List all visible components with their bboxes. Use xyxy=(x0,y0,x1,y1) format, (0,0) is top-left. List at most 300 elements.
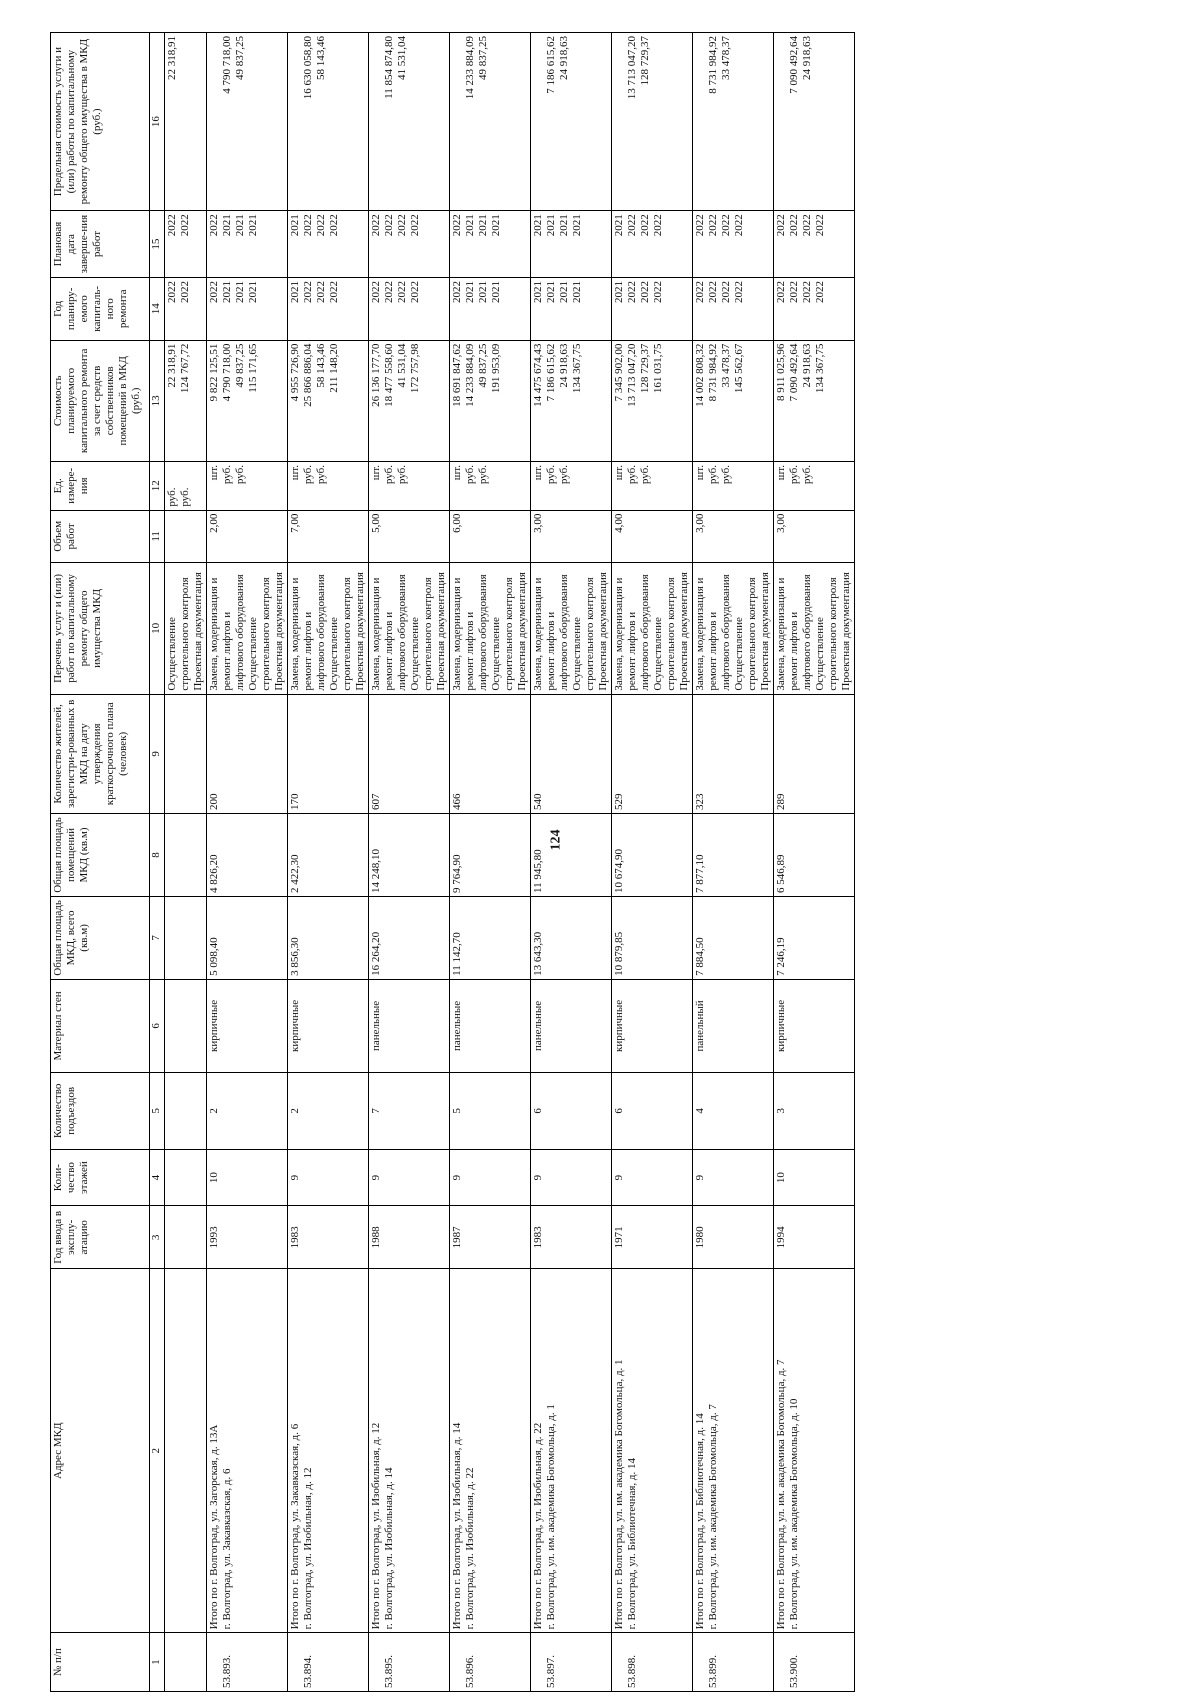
volume: 7,00 xyxy=(289,513,301,533)
cell xyxy=(450,33,531,211)
cell xyxy=(612,462,693,511)
work-item: Замена, модернизация и ремонт лифтов и лифтового оборудования xyxy=(451,574,489,691)
total-cost: 4 955 726,90 xyxy=(289,343,301,402)
end-date: 2021 xyxy=(247,214,259,237)
cell xyxy=(369,1149,450,1206)
built-year: 1971 xyxy=(613,1226,625,1249)
total-cost: 18 691 847,62 xyxy=(451,343,463,407)
column-number: 15 xyxy=(150,211,165,278)
cell xyxy=(369,563,450,695)
cell xyxy=(531,340,612,461)
volume: 3,00 xyxy=(694,513,706,533)
cost: 124 767,72 xyxy=(179,343,191,394)
cell xyxy=(369,1633,450,1692)
end-date: 2022 xyxy=(639,214,651,237)
cell xyxy=(774,1149,855,1206)
column-number: 6 xyxy=(150,979,165,1072)
row-number: 53.895. xyxy=(383,1655,395,1688)
cell xyxy=(288,979,369,1072)
cell xyxy=(369,694,450,813)
max-cost: 11 854 874,80 xyxy=(383,36,395,99)
floors: 9 xyxy=(532,1174,544,1181)
work-item: Замена, модернизация и ремонт лифтов и лифтового оборудования xyxy=(694,574,732,691)
cell xyxy=(165,979,207,1072)
unit: руб. xyxy=(179,487,191,507)
table-row xyxy=(612,33,693,1692)
cost: 25 866 886,04 xyxy=(302,343,314,407)
cost: 22 318,91 xyxy=(166,343,178,388)
row-number: 53.897. xyxy=(545,1655,557,1688)
unit: руб. xyxy=(383,465,395,485)
cell xyxy=(693,1149,774,1206)
volume: 4,00 xyxy=(613,513,625,533)
cell xyxy=(531,563,612,695)
total-cost: 26 136 177,70 xyxy=(370,343,382,407)
end-date: 2022 xyxy=(166,214,178,237)
work-item: Замена, модернизация и ремонт лифтов и лифтового оборудования xyxy=(613,574,651,691)
total-area: 16 264,20 xyxy=(370,931,382,976)
cell xyxy=(693,694,774,813)
unit: руб. xyxy=(720,465,732,485)
cell xyxy=(165,1206,207,1269)
cell xyxy=(207,211,288,278)
work-item: Проектная документация xyxy=(840,572,852,691)
max-cost: 128 729,37 xyxy=(639,36,651,86)
address: г. Волгоград, ул. Закавказская, д. 6 xyxy=(221,1468,233,1630)
work-item: Проектная документация xyxy=(273,572,285,691)
cell xyxy=(207,277,288,340)
cell xyxy=(207,1269,288,1633)
cell xyxy=(165,462,207,511)
cell xyxy=(774,510,855,563)
cell xyxy=(450,1149,531,1206)
year: 2022 xyxy=(639,280,651,303)
cell xyxy=(288,896,369,979)
unit: руб. xyxy=(545,465,557,485)
cell xyxy=(369,896,450,979)
rooms-area: 6 546,89 xyxy=(775,854,787,893)
floors: 10 xyxy=(208,1172,220,1184)
volume: 3,00 xyxy=(775,513,787,533)
year: 2021 xyxy=(221,280,233,303)
cost: 191 953,09 xyxy=(490,343,502,394)
year: 2021 xyxy=(464,280,476,303)
cell xyxy=(207,979,288,1072)
cell xyxy=(531,979,612,1072)
cost: 49 837,25 xyxy=(234,343,246,388)
year: 2021 xyxy=(545,280,557,303)
end-date: 2021 xyxy=(571,214,583,237)
wall-material: панельный xyxy=(694,1000,706,1052)
end-date: 2021 xyxy=(490,214,502,237)
address: г. Волгоград, ул. Изобильная, д. 14 xyxy=(383,1467,395,1630)
unit: руб. xyxy=(396,465,408,485)
spacer xyxy=(613,36,626,207)
column-number: 3 xyxy=(150,1206,165,1269)
max-cost: 13 713 047,20 xyxy=(626,36,638,100)
row-number: 53.898. xyxy=(626,1655,638,1688)
cell xyxy=(165,1269,207,1633)
row-number: 53.900. xyxy=(788,1655,800,1688)
cell xyxy=(165,1072,207,1149)
total-area: 7 884,50 xyxy=(694,937,706,976)
wall-material: кирпичные xyxy=(289,999,301,1053)
year: 2022 xyxy=(315,280,327,303)
spacer xyxy=(451,1636,464,1688)
entrances: 4 xyxy=(694,1108,706,1114)
max-cost: 49 837,25 xyxy=(234,36,246,80)
unit: руб. xyxy=(558,465,570,485)
cell xyxy=(774,1206,855,1269)
cell xyxy=(693,814,774,897)
cost: 33 478,37 xyxy=(720,343,732,388)
cell xyxy=(612,1149,693,1206)
residents: 289 xyxy=(775,793,787,811)
total-end: 2022 xyxy=(694,214,706,237)
max-cost xyxy=(179,36,192,207)
cell xyxy=(693,979,774,1072)
work-item: Замена, модернизация и ремонт лифтов и лифтового оборудования xyxy=(208,574,246,691)
total-year: 2021 xyxy=(289,280,301,303)
column-header: Плановая дата заверше-ния работ xyxy=(51,211,150,278)
residents: 200 xyxy=(208,793,220,811)
year: 2022 xyxy=(814,280,826,303)
spacer xyxy=(370,1636,383,1688)
end-date: 2022 xyxy=(383,214,395,237)
unit: руб. xyxy=(788,465,800,485)
cell xyxy=(288,1633,369,1692)
end-date: 2022 xyxy=(814,214,826,237)
cell xyxy=(369,510,450,563)
year: 2021 xyxy=(247,280,259,303)
cost: 8 731 984,92 xyxy=(707,343,719,402)
total-area: 5 098,40 xyxy=(208,937,220,976)
max-cost: 16 630 058,80 xyxy=(302,36,314,100)
end-date: 2022 xyxy=(707,214,719,237)
unit: руб. xyxy=(234,465,246,485)
max-cost: 22 318,91 xyxy=(166,36,178,80)
unit: руб. xyxy=(221,465,233,485)
built-year: 1987 xyxy=(451,1226,463,1249)
cell xyxy=(774,979,855,1072)
volume: 2,00 xyxy=(208,513,220,533)
spacer xyxy=(208,36,221,207)
entrances: 2 xyxy=(208,1108,220,1114)
cell xyxy=(369,340,450,461)
cell xyxy=(612,814,693,897)
cell xyxy=(612,1206,693,1269)
spacer xyxy=(532,36,545,207)
cost: 172 757,98 xyxy=(409,343,421,394)
residents: 540 xyxy=(532,793,544,811)
unit: шт. xyxy=(208,465,220,481)
column-header: Количество подъездов xyxy=(51,1072,150,1149)
wall-material: кирпичные xyxy=(208,999,220,1053)
column-number: 10 xyxy=(150,563,165,695)
end-date: 2022 xyxy=(409,214,421,237)
cell xyxy=(207,510,288,563)
cell xyxy=(450,1072,531,1149)
rooms-area: 11 945,80 xyxy=(532,849,544,893)
column-header: Год планиру-емого капиталь-ного ремонта xyxy=(51,277,150,340)
total-area: 3 856,30 xyxy=(289,937,301,976)
cell xyxy=(693,1206,774,1269)
cell xyxy=(165,1149,207,1206)
entrances: 3 xyxy=(775,1108,787,1114)
address: г. Волгоград, ул. им. академика Богомольца, д. 10 xyxy=(788,1398,800,1630)
column-header: Адрес МКД xyxy=(51,1269,150,1633)
work-item: Проектная документация xyxy=(759,572,771,691)
table-row xyxy=(693,33,774,1692)
year: 2022 xyxy=(733,280,745,303)
column-number: 7 xyxy=(150,896,165,979)
cell xyxy=(450,896,531,979)
total-label: Итого по г. Волгоград, ул. Загорская, д. 13А xyxy=(208,1424,220,1630)
cell xyxy=(450,979,531,1072)
cell xyxy=(531,814,612,897)
max-cost: 49 837,25 xyxy=(477,36,489,80)
max-cost: 8 731 984,92 xyxy=(707,36,719,94)
spacer xyxy=(694,1636,707,1688)
work-item: Осуществление строительного контроля xyxy=(490,577,515,691)
work-item: Проектная документация xyxy=(435,572,447,691)
entrances: 7 xyxy=(370,1108,382,1114)
work-item: Проектная документация xyxy=(192,572,204,691)
cell xyxy=(693,510,774,563)
cost: 24 918,63 xyxy=(558,343,570,388)
cell xyxy=(369,211,450,278)
year: 2022 xyxy=(383,280,395,303)
spacer xyxy=(451,36,464,207)
spacer xyxy=(775,36,788,207)
unit: руб. xyxy=(707,465,719,485)
cost: 41 531,04 xyxy=(396,343,408,388)
cell xyxy=(207,1072,288,1149)
cell xyxy=(207,1149,288,1206)
end-date: 2022 xyxy=(179,214,191,237)
unit: руб. xyxy=(626,465,638,485)
column-number: 8 xyxy=(150,814,165,897)
year: 2021 xyxy=(490,280,502,303)
cell xyxy=(450,1269,531,1633)
rooms-area: 9 764,90 xyxy=(451,854,463,893)
total-area: 7 246,19 xyxy=(775,937,787,976)
unit: шт. xyxy=(289,465,301,481)
rooms-area: 2 422,30 xyxy=(289,854,301,893)
cost: 128 729,37 xyxy=(639,343,651,394)
wall-material: панельные xyxy=(370,1000,382,1052)
cost: 18 477 558,60 xyxy=(383,343,395,407)
floors: 10 xyxy=(775,1172,787,1184)
cell xyxy=(207,814,288,897)
total-year: 2022 xyxy=(694,280,706,303)
rooms-area: 10 674,90 xyxy=(613,848,625,893)
max-cost: 7 090 492,64 xyxy=(788,36,800,94)
total-year: 2022 xyxy=(370,280,382,303)
cell xyxy=(288,277,369,340)
column-header: Предельная стоимость услуги и (или) работы по капитальному ремонту общего имущества в МКД (руб.) xyxy=(51,33,150,211)
work-item: Замена, модернизация и ремонт лифтов и лифтового оборудования xyxy=(532,574,570,691)
total-area: 13 643,30 xyxy=(532,931,544,976)
end-date: 2022 xyxy=(302,214,314,237)
cell xyxy=(450,563,531,695)
total-label: Итого по г. Волгоград, ул. Закавказская, д. 6 xyxy=(289,1423,301,1630)
work-item: Осуществление строительного контроля xyxy=(328,577,353,691)
cell xyxy=(693,462,774,511)
cost: 7 186 615,62 xyxy=(545,343,557,402)
column-header: Коли-чество этажей xyxy=(51,1149,150,1206)
cell xyxy=(165,340,207,461)
column-header: Год ввода в эксплу-атацию xyxy=(51,1206,150,1269)
year: 2022 xyxy=(179,280,191,303)
end-date: 2021 xyxy=(545,214,557,237)
row-number: 53.894. xyxy=(302,1655,314,1688)
address: г. Волгоград, ул. Библиотечная, д. 14 xyxy=(626,1458,638,1630)
cell xyxy=(207,694,288,813)
end-date: 2021 xyxy=(558,214,570,237)
column-header: Общая площадь помещений МКД (кв.м) xyxy=(51,814,150,897)
table-row xyxy=(531,33,612,1692)
unit: руб. xyxy=(166,487,178,507)
cell xyxy=(165,510,207,563)
cell xyxy=(531,694,612,813)
spacer xyxy=(694,36,707,207)
work-item: Осуществление строительного контроля xyxy=(652,577,677,691)
cell xyxy=(612,694,693,813)
year: 2022 xyxy=(788,280,800,303)
total-year: 2021 xyxy=(532,280,544,303)
cell xyxy=(288,1072,369,1149)
cell xyxy=(774,33,855,211)
column-number: 13 xyxy=(150,340,165,461)
cell xyxy=(165,896,207,979)
total-end: 2021 xyxy=(613,214,625,237)
cell xyxy=(207,896,288,979)
total-end: 2021 xyxy=(289,214,301,237)
cell xyxy=(774,211,855,278)
built-year: 1980 xyxy=(694,1226,706,1249)
unit: руб. xyxy=(801,465,813,485)
max-cost: 24 918,63 xyxy=(558,36,570,80)
cell xyxy=(531,1072,612,1149)
end-date: 2022 xyxy=(626,214,638,237)
total-year: 2022 xyxy=(451,280,463,303)
wall-material: кирпичные xyxy=(613,999,625,1053)
volume: 3,00 xyxy=(532,513,544,533)
end-date: 2022 xyxy=(801,214,813,237)
cell xyxy=(693,1269,774,1633)
cell xyxy=(612,1072,693,1149)
end-date: 2021 xyxy=(234,214,246,237)
cell xyxy=(531,33,612,211)
cost: 24 918,63 xyxy=(801,343,813,388)
unit: шт. xyxy=(694,465,706,481)
end-date: 2022 xyxy=(396,214,408,237)
year: 2021 xyxy=(477,280,489,303)
work-item: Осуществление строительного контроля xyxy=(571,577,596,691)
total-area: 11 142,70 xyxy=(451,932,463,976)
total-year: 2022 xyxy=(775,280,787,303)
year: 2022 xyxy=(396,280,408,303)
total-year: 2021 xyxy=(613,280,625,303)
work-item: Осуществление строительного контроля xyxy=(814,577,839,691)
max-cost: 24 918,63 xyxy=(801,36,813,80)
total-area: 10 879,85 xyxy=(613,931,625,976)
cell xyxy=(369,1072,450,1149)
address: г. Волгоград, ул. им. академика Богомольца, д. 1 xyxy=(545,1404,557,1630)
cost: 58 143,46 xyxy=(315,343,327,388)
cost: 49 837,25 xyxy=(477,343,489,388)
column-number: 14 xyxy=(150,277,165,340)
end-date: 2021 xyxy=(221,214,233,237)
floors: 9 xyxy=(613,1174,625,1181)
cell xyxy=(165,563,207,695)
work-item: Замена, модернизация и ремонт лифтов и лифтового оборудования xyxy=(289,574,327,691)
cell xyxy=(450,694,531,813)
rooms-area: 14 248,10 xyxy=(370,848,382,893)
built-year: 1993 xyxy=(208,1226,220,1249)
address: г. Волгоград, ул. Изобильная, д. 12 xyxy=(302,1467,314,1630)
cell xyxy=(774,814,855,897)
column-number-row xyxy=(150,33,165,1692)
row-number: 53.899. xyxy=(707,1655,719,1688)
cell xyxy=(612,563,693,695)
cell xyxy=(369,277,450,340)
total-end: 2022 xyxy=(208,214,220,237)
cost: 4 790 718,00 xyxy=(221,343,233,402)
cost: 161 031,75 xyxy=(652,343,664,394)
total-label: Итого по г. Волгоград, ул. им. академика Богомольца, д. 7 xyxy=(775,1359,787,1630)
total-cost: 14 002 808,32 xyxy=(694,343,706,407)
column-number: 9 xyxy=(150,694,165,813)
column-header: Ед. измере-ния xyxy=(51,462,150,511)
cell xyxy=(774,277,855,340)
cell xyxy=(612,1269,693,1633)
table-row xyxy=(207,33,288,1692)
work-item: Замена, модернизация и ремонт лифтов и лифтового оборудования xyxy=(775,574,813,691)
column-number: 12 xyxy=(150,462,165,511)
table-body xyxy=(165,33,855,1692)
spacer xyxy=(289,36,302,207)
cell xyxy=(693,1072,774,1149)
cell xyxy=(774,462,855,511)
end-date: 2022 xyxy=(315,214,327,237)
work-item: Проектная документация xyxy=(597,572,609,691)
cell xyxy=(774,694,855,813)
max-cost: 33 478,37 xyxy=(720,36,732,80)
cell xyxy=(207,563,288,695)
cell xyxy=(774,1633,855,1692)
cell xyxy=(693,896,774,979)
cost: 115 171,65 xyxy=(247,343,259,393)
cost: 14 233 884,09 xyxy=(464,343,476,407)
end-date: 2022 xyxy=(652,214,664,237)
column-number: 1 xyxy=(150,1633,165,1692)
spacer xyxy=(370,36,383,207)
max-cost: 7 186 615,62 xyxy=(545,36,557,94)
year: 2022 xyxy=(409,280,421,303)
cell xyxy=(207,340,288,461)
end-date: 2022 xyxy=(788,214,800,237)
unit: шт. xyxy=(613,465,625,481)
cell xyxy=(693,340,774,461)
year: 2022 xyxy=(801,280,813,303)
total-end: 2022 xyxy=(775,214,787,237)
cell xyxy=(165,211,207,278)
cell xyxy=(693,277,774,340)
built-year: 1983 xyxy=(532,1226,544,1249)
year: 2022 xyxy=(626,280,638,303)
